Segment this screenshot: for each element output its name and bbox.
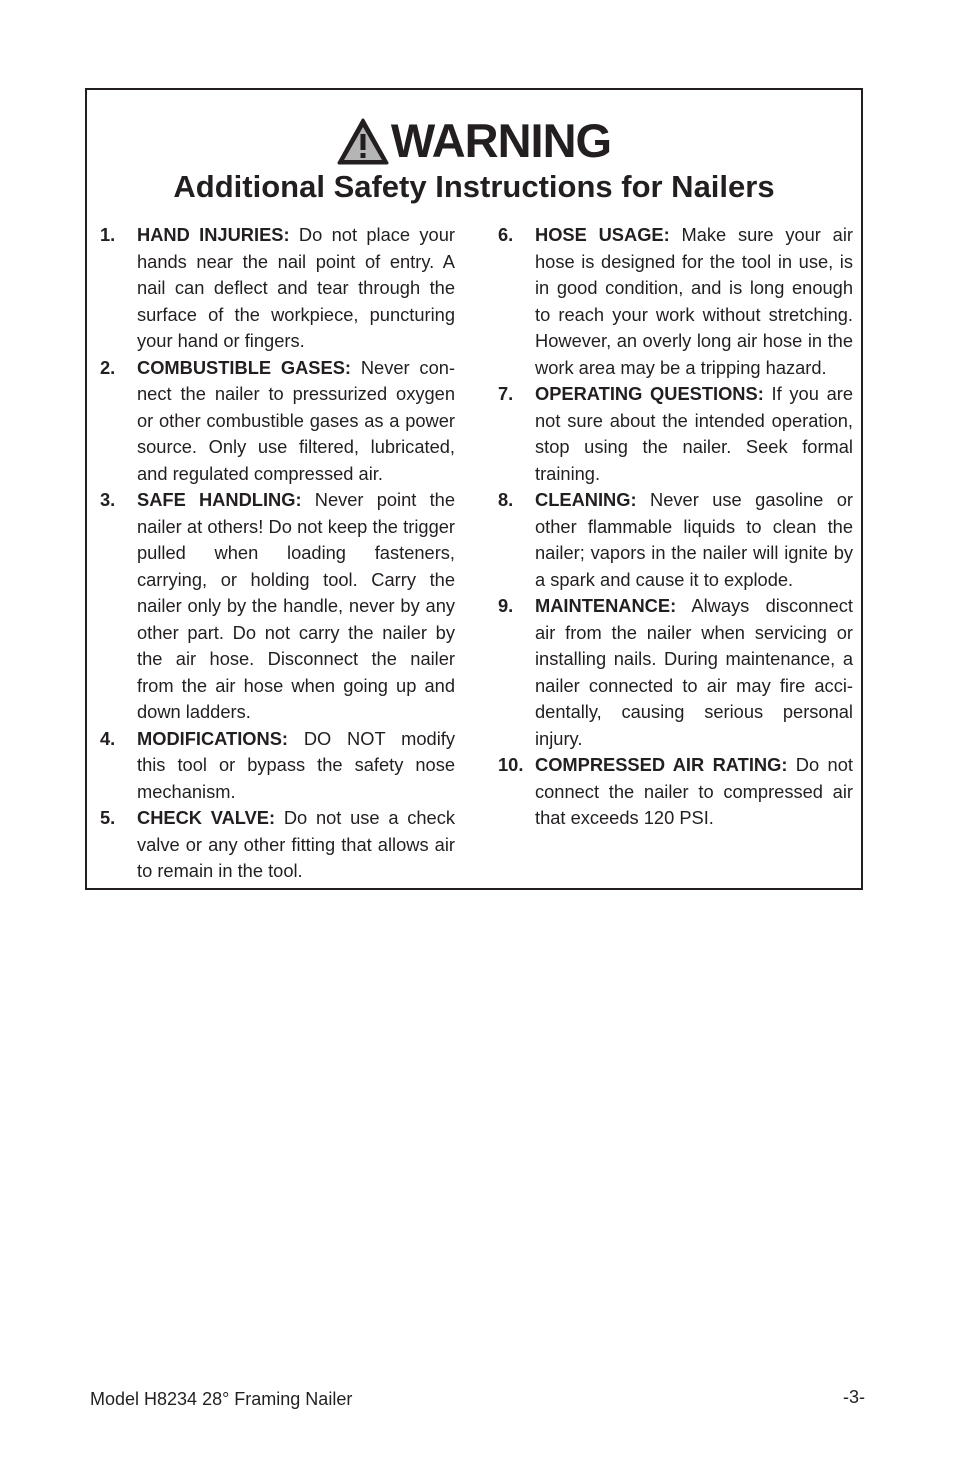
list-item [498, 593, 853, 752]
item-text: Never use gasoline or other flammable liquids to clean the nailer; vapors in the nailer will ignite by a spark and cause it to explode. [535, 489, 853, 590]
item-body [137, 726, 455, 806]
item-body [137, 805, 455, 885]
item-label: OPERATING QUESTIONS: [535, 383, 764, 404]
warning-title: WARNING [390, 113, 612, 167]
item-number: 8. [498, 489, 514, 510]
item-label: COMBUSTIBLE GASES: [137, 356, 351, 378]
item-text: If you are not sure about the intended operation, stop using the nailer. Seek formal training. [535, 383, 853, 484]
item-number: 3. [100, 489, 116, 510]
footer-model: Model H8234 28° Framing Nailer [90, 1389, 353, 1409]
item-body [535, 752, 853, 832]
item-label: HAND INJURIES: [137, 224, 290, 245]
item-text: Never point the nailer at others! Do not keep the trigger pulled when loading fasteners, carrying, or holding tool. Carry the nailer only by the handle, never by any other part. Do not carry the nailer by the air hose. Disconnect the nailer from the air hose when going up and down ladders. [137, 489, 455, 722]
item-body [535, 381, 853, 487]
left-column [100, 222, 455, 885]
list-item [498, 222, 853, 381]
item-number: 4. [100, 727, 116, 749]
item-number: 5. [100, 807, 116, 828]
item-label: SAFE HANDLING: [137, 489, 302, 510]
list-item [100, 805, 455, 885]
item-label: COMPRESSED AIR RATING: [535, 754, 788, 775]
item-number: 7. [498, 383, 514, 404]
item-text: Always disconnect air from the nailer when servicing or installing nails. During maintenance, a nailer connected to air may fire accidentally, causing serious personal injury. [535, 595, 853, 749]
warning-triangle-icon [337, 118, 389, 166]
footer-page-number: -3- [843, 1387, 865, 1407]
item-body [535, 222, 853, 381]
warning-heading [87, 112, 861, 168]
list-item [498, 752, 853, 832]
item-number: 9. [498, 595, 514, 616]
list-item [100, 355, 455, 488]
item-number: 2. [100, 356, 116, 378]
list-item [100, 222, 455, 355]
item-number: 10. [498, 754, 524, 775]
warning-box [85, 88, 863, 890]
item-text: Make sure your air hose is designed for the tool in use, is in good condition, and is long enough to reach your work without stretching. However, an overly long air hose in the work area may be a tripping hazard. [535, 224, 853, 378]
item-body [137, 487, 455, 726]
item-label: HOSE USAGE: [535, 224, 670, 245]
list-item [498, 487, 853, 593]
item-text: Do not use a check valve or any other fitting that allows air to remain in the tool. [137, 807, 455, 881]
section-subtitle: Additional Safety Instructions for Nailers [173, 169, 775, 204]
list-item [100, 487, 455, 726]
item-body [137, 222, 455, 355]
item-body [137, 355, 455, 488]
item-body [535, 487, 853, 593]
item-label: CLEANING: [535, 489, 637, 510]
item-label: MAINTENANCE: [535, 595, 677, 616]
item-number: 1. [100, 224, 116, 245]
item-text: Do not connect the nailer to compressed air that exceeds 120 PSI. [535, 754, 853, 828]
item-number: 6. [498, 224, 514, 245]
list-item [498, 381, 853, 487]
item-text: DO NOT modify this tool or bypass the safety nose mechanism. [137, 727, 455, 802]
item-label: MODIFICATIONS: [137, 727, 288, 749]
item-text: Never connect the nailer to pressurized oxygen or other combustible gases as a power source. Only use filtered, lubricated, and regulated compressed air. [137, 356, 455, 484]
right-column [498, 222, 853, 832]
item-text: Do not place your hands near the nail point of entry. A nail can deflect and tear through the surface of the workpiece, puncturing your hand or fingers. [137, 224, 455, 351]
list-item [100, 726, 455, 806]
item-label: CHECK VALVE: [137, 807, 276, 828]
item-body [535, 593, 853, 752]
